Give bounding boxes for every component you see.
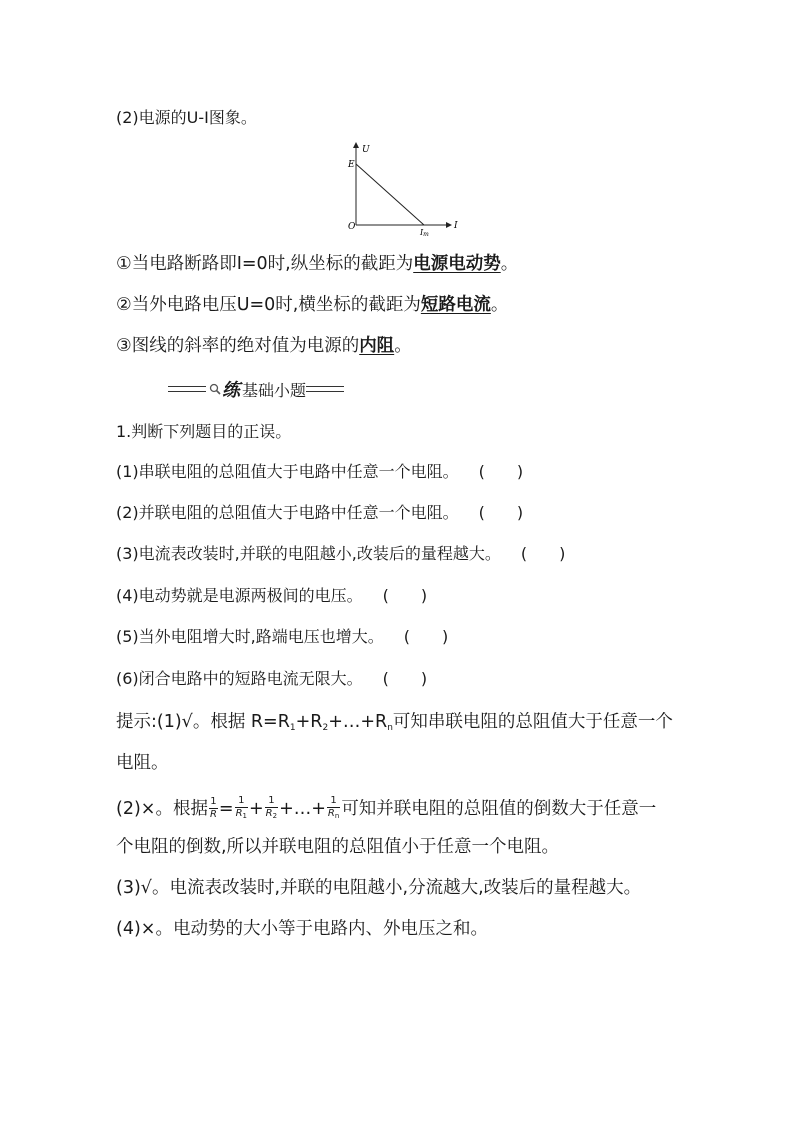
hint-4: (4)×。电动势的大小等于电路内、外电压之和。 [116, 919, 488, 939]
hint-2: (2)×。根据 $\frac{1}{R}$ = $\frac{1}{R_1}$ + $\frac{1}{R_2}$ +…+ $\frac{1}{R_n}$ 可知并联电阻的总阻值的倒数大于任意一 [116, 795, 657, 820]
hint-1: 提示:(1)√。根据 $R=R_1+R_2+\dots+R_n$可知串联电阻的总阻值大于任意一个 [116, 712, 673, 733]
answer-blank: ( ) [520, 544, 566, 563]
practice-section-title [168, 376, 344, 402]
answer-blank: ( ) [478, 462, 524, 481]
answer-emf: 电源电动势 [413, 254, 501, 274]
answer-internal-resistance: 内阻 [359, 336, 395, 356]
question-5: (5)当外电阻增大时,路端电压也增大。 ( ) [116, 627, 449, 646]
fraction-1-over-r2: $\frac{1}{R_2}$ [265, 795, 278, 820]
x-axis-label: I [454, 221, 458, 231]
section-heading: (2)电源的U-I图象。 [116, 108, 257, 127]
point-3: ③图线的斜率的绝对值为电源的内阻。 [116, 336, 412, 356]
y-axis-arrow [353, 142, 359, 148]
question-6: (6)闭合电路中的短路电流无限大。 ( ) [116, 669, 428, 688]
question-2: (2)并联电阻的总阻值大于电路中任意一个电阻。 ( ) [116, 503, 524, 522]
im-label: Im [420, 228, 429, 236]
question-1: (1)串联电阻的总阻值大于电路中任意一个电阻。 ( ) [116, 462, 524, 481]
magnifier-icon [209, 383, 221, 395]
u-i-graph [340, 140, 460, 236]
answer-blank: ( ) [382, 669, 428, 688]
answer-short-current: 短路电流 [420, 295, 491, 315]
divider-left [168, 386, 206, 392]
practice-title: 基础小题 [242, 380, 307, 400]
u-i-line [356, 164, 424, 225]
hint-2-cont: 个电阻的倒数,所以并联电阻的总阻值小于任意一个电阻。 [116, 837, 560, 857]
fraction-1-over-r: $\frac{1}{R}$ [209, 796, 217, 820]
y-axis-label: U [362, 145, 370, 155]
hint-3: (3)√。电流表改装时,并联的电阻越小,分流越大,改装后的量程越大。 [116, 878, 642, 898]
origin-label: O [348, 222, 356, 232]
answer-blank: ( ) [403, 627, 449, 646]
question-3: (3)电流表改装时,并联的电阻越小,改装后的量程越大。 ( ) [116, 544, 566, 563]
practice-char: 练 [222, 380, 240, 401]
answer-blank: ( ) [382, 586, 428, 605]
point-1: ①当电路断路即I=0时,纵坐标的截距为电源电动势。 [116, 254, 519, 274]
question-4: (4)电动势就是电源两极间的电压。 ( ) [116, 586, 428, 605]
hint-1-cont: 电阻。 [116, 753, 169, 773]
question-title: 1.判断下列题目的正误。 [116, 422, 292, 441]
fraction-1-over-r1: $\frac{1}{R_1}$ [235, 795, 247, 820]
e-intercept-label: E [348, 160, 355, 170]
x-axis-arrow [446, 222, 452, 228]
fraction-1-over-rn: $\frac{1}{R_n}$ [327, 795, 340, 820]
point-2: ②当外电路电压U=0时,横坐标的截距为短路电流。 [116, 295, 509, 315]
divider-right [306, 386, 344, 392]
answer-blank: ( ) [478, 503, 524, 522]
